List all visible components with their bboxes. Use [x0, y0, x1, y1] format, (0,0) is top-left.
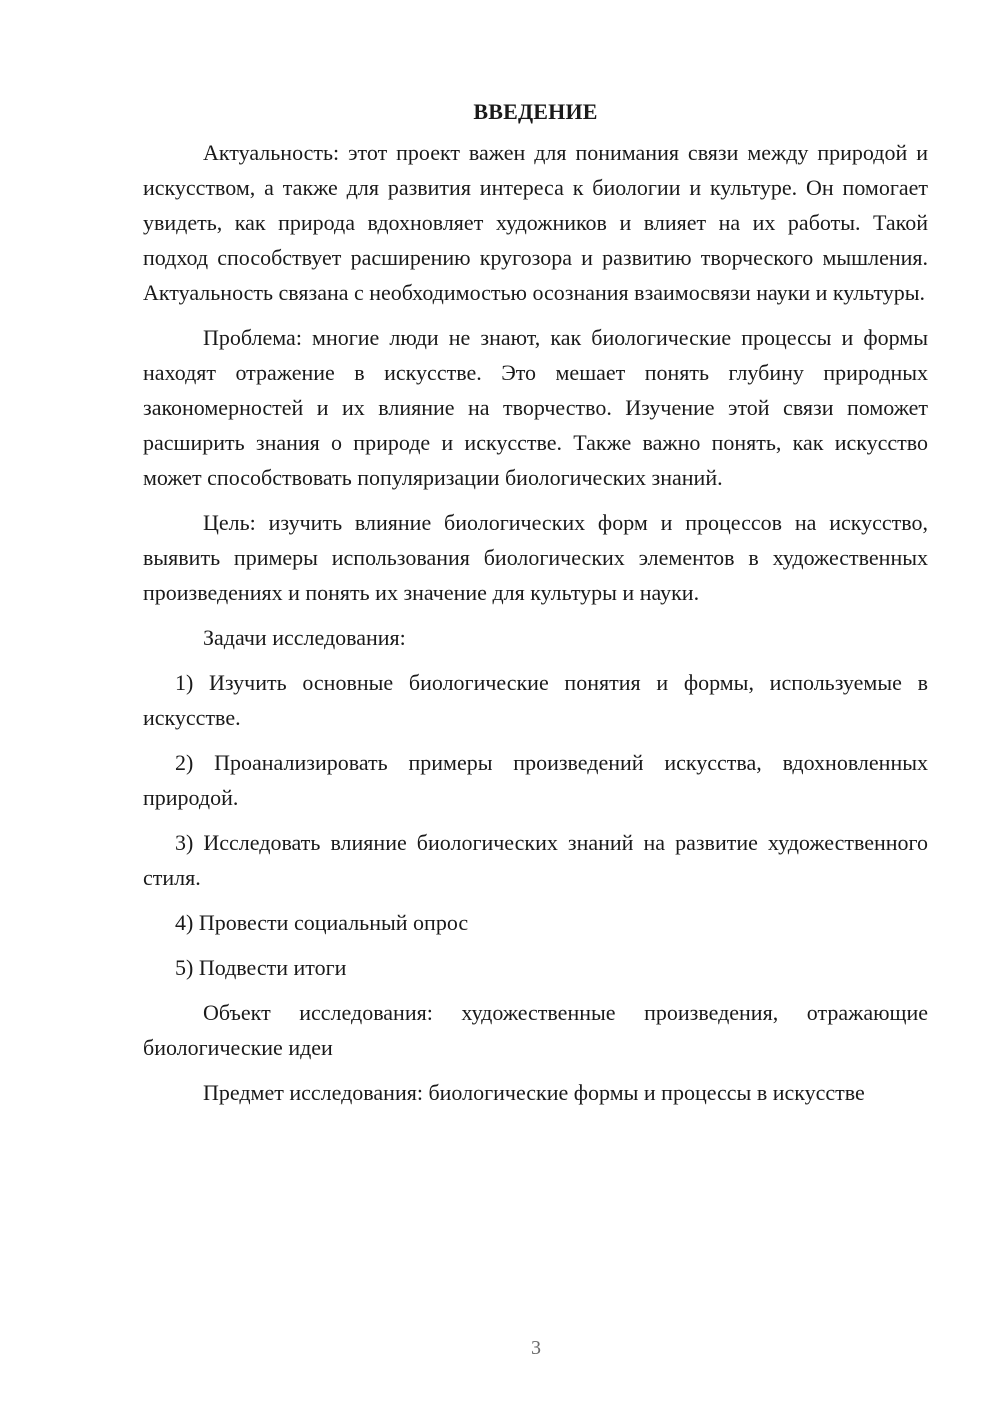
page-number: 3 — [531, 1337, 541, 1359]
task-item-5: 5) Подвести итоги — [175, 955, 347, 980]
task-item-4: 4) Провести социальный опрос — [175, 910, 469, 935]
research-subject-paragraph: Предмет исследования: биологические формы и процессы в искусстве — [203, 1080, 865, 1105]
goal-paragraph: Цель: изучить влияние биологических форм и процессов на искусство, выявить примеры использования биологических элементов в художественных произведениях и понять их значение для культуры и науки. — [143, 510, 928, 605]
task-item-1: 1) Изучить основные биологические понятия и формы, используемые в искусстве. — [143, 670, 928, 730]
problem-paragraph: Проблема: многие люди не знают, как биологические процессы и формы находят отражение в искусстве. Это мешает понять глубину природных закономерностей и их влияние на творчество. Изучение этой связи поможет расширить знания о природе и искусстве. Также важно понять, как искусство может способствовать популяризации биологических знаний. — [143, 325, 928, 490]
task-item-3: 3) Исследовать влияние биологических знаний на развитие художественного стиля. — [143, 830, 928, 890]
tasks-heading: Задачи исследования: — [203, 625, 406, 650]
relevance-paragraph: Актуальность: этот проект важен для понимания связи между природой и искусством, а также для развития интереса к биологии и культуре. Он помогает увидеть, как природа вдохновляет художников и влияет на их работы. Такой подход способствует расширению кругозора и развитию творческого мышления. Актуальность связана с необходимостью осознания взаимосвязи науки и культуры. — [143, 140, 928, 305]
page-content — [143, 94, 928, 1120]
research-object-paragraph: Объект исследования: художественные произведения, отражающие биологические идеи — [143, 1000, 928, 1060]
page-title: ВВЕДЕНИЕ — [473, 99, 598, 124]
task-item-2: 2) Проанализировать примеры произведений искусства, вдохновленных природой. — [143, 750, 928, 810]
